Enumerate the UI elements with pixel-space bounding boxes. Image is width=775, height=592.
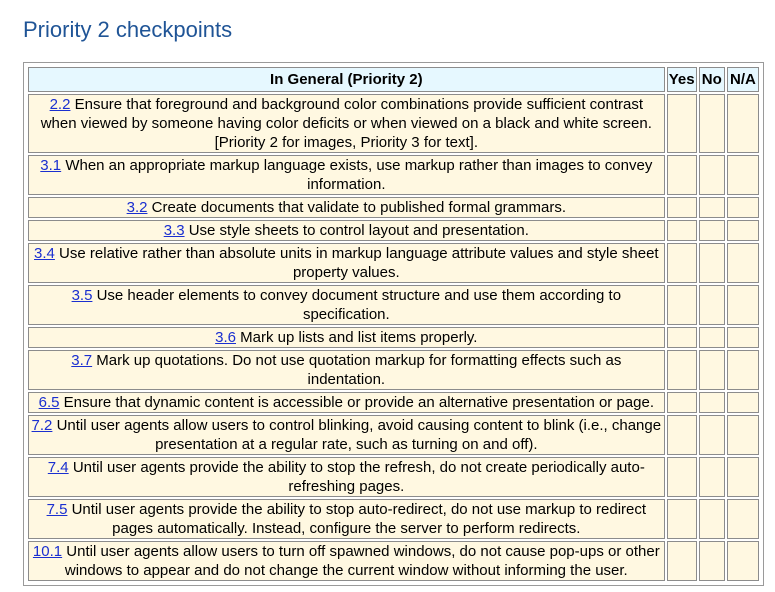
yes-cell[interactable] bbox=[667, 285, 697, 325]
page-title: Priority 2 checkpoints bbox=[23, 17, 233, 42]
na-cell[interactable] bbox=[727, 285, 759, 325]
yes-cell[interactable] bbox=[667, 457, 697, 497]
yes-header: Yes bbox=[667, 67, 697, 92]
table-row bbox=[28, 155, 759, 195]
checkpoint-link[interactable]: 7.2 bbox=[31, 417, 53, 434]
checkpoint-cell bbox=[28, 457, 665, 497]
table-row bbox=[28, 392, 759, 413]
na-cell[interactable] bbox=[727, 94, 759, 153]
yes-cell[interactable] bbox=[667, 243, 697, 283]
no-cell[interactable] bbox=[699, 499, 725, 539]
no-cell[interactable] bbox=[699, 415, 725, 455]
table-header-row bbox=[28, 67, 759, 92]
checkpoint-link[interactable]: 7.4 bbox=[47, 459, 69, 476]
checkpoint-link[interactable]: 10.1 bbox=[32, 543, 63, 560]
na-cell[interactable] bbox=[727, 457, 759, 497]
checkpoint-link[interactable]: 3.5 bbox=[71, 287, 93, 304]
checkpoint-text: Create documents that validate to published formal grammars. bbox=[147, 199, 567, 216]
checkpoint-link[interactable]: 3.4 bbox=[34, 245, 55, 262]
na-cell[interactable] bbox=[727, 155, 759, 195]
yes-cell[interactable] bbox=[667, 155, 697, 195]
checkpoint-link[interactable]: 3.2 bbox=[126, 199, 148, 216]
table-row bbox=[28, 415, 759, 455]
no-cell[interactable] bbox=[699, 197, 725, 218]
na-cell[interactable] bbox=[727, 541, 759, 581]
table-row bbox=[28, 350, 759, 390]
na-cell[interactable] bbox=[727, 392, 759, 413]
table-row bbox=[28, 197, 759, 218]
checkpoint-text: Until user agents provide the ability to stop the refresh, do not create periodically auto-refreshing pages. bbox=[68, 459, 645, 495]
checkpoint-text: Until user agents provide the ability to stop auto-redirect, do not use markup to redirect pages automatically. Instead, configure the server to perform redirects. bbox=[67, 501, 647, 537]
checkpoint-cell bbox=[28, 220, 665, 241]
table-row bbox=[28, 220, 759, 241]
no-cell[interactable] bbox=[699, 155, 725, 195]
table-row bbox=[28, 243, 759, 283]
checkpoint-link[interactable]: 3.3 bbox=[163, 222, 185, 239]
na-cell[interactable] bbox=[727, 415, 759, 455]
checkpoint-text: Until user agents allow users to turn off spawned windows, do not cause pop-ups or other windows to appear and do not change the current window without informing the user. bbox=[62, 543, 660, 579]
checkpoint-link[interactable]: 2.2 bbox=[49, 96, 71, 113]
no-cell[interactable] bbox=[699, 350, 725, 390]
checkpoint-cell bbox=[28, 499, 665, 539]
no-cell[interactable] bbox=[699, 392, 725, 413]
checkpoint-link[interactable]: 7.5 bbox=[46, 501, 68, 518]
na-cell[interactable] bbox=[727, 350, 759, 390]
checkpoint-text: Mark up quotations. Do not use quotation markup for formatting effects such as indentation. bbox=[92, 352, 622, 388]
checkpoint-link[interactable]: 3.6 bbox=[215, 329, 236, 346]
yes-cell[interactable] bbox=[667, 350, 697, 390]
no-cell[interactable] bbox=[699, 285, 725, 325]
checkpoint-cell bbox=[28, 541, 665, 581]
checkpoint-link[interactable]: 3.1 bbox=[40, 157, 62, 174]
na-cell[interactable] bbox=[727, 243, 759, 283]
checkpoint-text: Ensure that dynamic content is accessible or provide an alternative presentation or page. bbox=[59, 394, 654, 411]
yes-cell[interactable] bbox=[667, 94, 697, 153]
table-row bbox=[28, 285, 759, 325]
table-row bbox=[28, 499, 759, 539]
na-cell[interactable] bbox=[727, 499, 759, 539]
table-row bbox=[28, 541, 759, 581]
yes-cell[interactable] bbox=[667, 499, 697, 539]
na-cell[interactable] bbox=[727, 197, 759, 218]
checkpoint-link[interactable]: 3.7 bbox=[71, 352, 93, 369]
checkpoint-cell bbox=[28, 392, 665, 413]
checkpoint-cell bbox=[28, 415, 665, 455]
checkpoints-table bbox=[26, 65, 761, 583]
no-cell[interactable] bbox=[699, 541, 725, 581]
checkpoint-text: Until user agents allow users to control blinking, avoid causing content to blink (i.e., change presentation at a regular rate, such as turning on and off). bbox=[52, 417, 662, 453]
na-cell[interactable] bbox=[727, 220, 759, 241]
checkpoint-cell bbox=[28, 155, 665, 195]
checkpoint-text: When an appropriate markup language exists, use markup rather than images to convey information. bbox=[61, 157, 653, 193]
checkpoint-cell bbox=[28, 197, 665, 218]
checkpoint-cell bbox=[28, 94, 665, 153]
table-row bbox=[28, 94, 759, 153]
yes-cell[interactable] bbox=[667, 541, 697, 581]
checkpoint-link[interactable]: 6.5 bbox=[38, 394, 60, 411]
na-cell[interactable] bbox=[727, 327, 759, 348]
table-row bbox=[28, 327, 759, 348]
checkpoint-cell bbox=[28, 327, 665, 348]
checkpoint-cell bbox=[28, 285, 665, 325]
yes-cell[interactable] bbox=[667, 197, 697, 218]
checkpoint-cell bbox=[28, 350, 665, 390]
na-header: N/A bbox=[727, 67, 759, 92]
no-cell[interactable] bbox=[699, 94, 725, 153]
no-header: No bbox=[699, 67, 725, 92]
yes-cell[interactable] bbox=[667, 415, 697, 455]
no-cell[interactable] bbox=[699, 327, 725, 348]
section-header: In General (Priority 2) bbox=[28, 67, 665, 92]
checkpoint-text: Use style sheets to control layout and presentation. bbox=[184, 222, 529, 239]
checkpoint-text: Use relative rather than absolute units in markup language attribute values and style sheet property values. bbox=[54, 245, 659, 281]
yes-cell[interactable] bbox=[667, 392, 697, 413]
checkpoint-text: Ensure that foreground and background color combinations provide sufficient contrast when viewed by someone having color deficits or when viewed on a black and white screen. [Priority 2 for images, Priority 3 for text]. bbox=[40, 96, 652, 151]
no-cell[interactable] bbox=[699, 220, 725, 241]
yes-cell[interactable] bbox=[667, 327, 697, 348]
no-cell[interactable] bbox=[699, 457, 725, 497]
checkpoints-table-container bbox=[23, 62, 764, 586]
yes-cell[interactable] bbox=[667, 220, 697, 241]
checkpoint-cell bbox=[28, 243, 665, 283]
table-row bbox=[28, 457, 759, 497]
no-cell[interactable] bbox=[699, 243, 725, 283]
checkpoint-text: Use header elements to convey document structure and use them according to specification. bbox=[92, 287, 622, 323]
checkpoint-text: Mark up lists and list items properly. bbox=[236, 329, 478, 346]
